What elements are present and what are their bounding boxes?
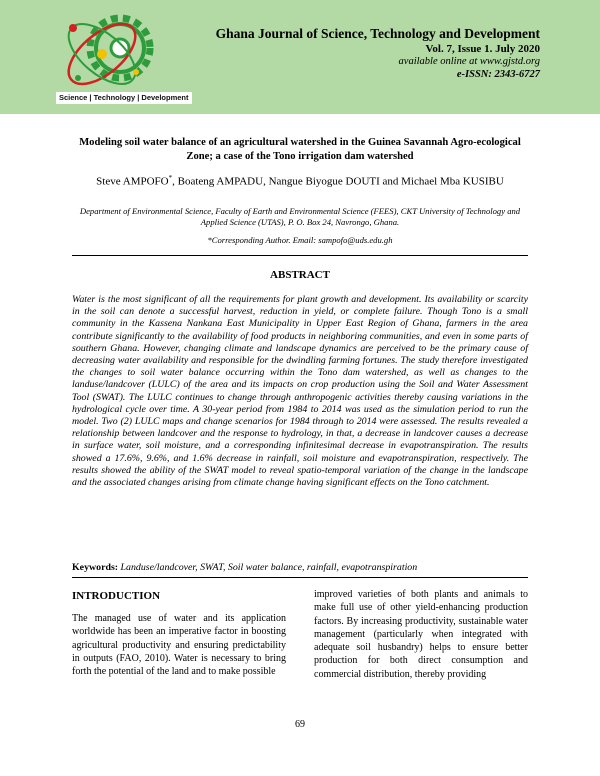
divider — [72, 577, 528, 578]
corresponding-mark: * — [168, 174, 173, 182]
affiliation: Department of Environmental Science, Faculty of Earth and Environmental Science (FEES), CKT University of Technology and Applied Science (UTAS), P. O. Box 24, Navrongo, Ghana. — [79, 206, 521, 227]
volume-issue: Vol. 7, Issue 1. July 2020 — [425, 43, 540, 55]
first-author: Steve AMPOFO — [96, 175, 169, 188]
logo-tagline: Science | Technology | Development — [56, 92, 192, 104]
divider — [72, 255, 528, 256]
author-list — [60, 171, 540, 189]
introduction-left-text: The managed use of water and its application worldwide has been an imperative factor in boosting agricultural productivity and ensuring predictability in outputs (FAO, 2010). Water is necessary to bring forth the potential of the land and to make possible — [72, 613, 286, 678]
journal-title: Ghana Journal of Science, Technology and Development — [215, 26, 540, 41]
article-title: Modeling soil water balance of an agricultural watershed in the Guinea Savannah Agro-ecological Zone; a case of the Tono irrigation dam watershed — [79, 137, 521, 162]
abstract-heading: ABSTRACT — [270, 269, 330, 281]
keywords-list: Landuse/landcover, SWAT, Soil water balance, rainfall, evapotranspiration — [118, 562, 418, 573]
introduction-right-text: improved varieties of both plants and animals to make full use of other yield-enhancing production factors. By increasing productivity, sustainable water management (particularly when integrated with adequate soil husbandry) helps to ensure better production for both direct consumption and commercial distribution, thereby providing — [314, 589, 528, 680]
keywords-label: Keywords: — [72, 562, 119, 573]
journal-header-band — [0, 0, 600, 114]
abstract-text: Water is the most significant of all the requirements for plant growth and development. Its availability or scarcity in the soil can denote a successful harvest, reduction in yield, or complete failure. Though Tono is a small community in the Kassena Nankana East Municipality in Upper East Region of Ghana, farmers in the area contribute significantly to the availability of food products in neighboring communities, and even in some parts of southern Ghana. However, changing climate and landscape dynamics are perceived to be the primary cause of decreasing water availability and responsible for the dwindling farming fortunes. The study therefore investigated the changes to soil water balance occurring within the Tono dam watershed, as well as changes to the landuse/landcover (LULC) of the area and its impacts on crop production using the Soil and Water Assessment Tool (SWAT). The LULC continues to change through anthropogenic activities thereby causing variations in the hydrological cycle over time. A 30-year period from 1984 to 2014 was used as the simulation period to run the model. Two (2) LULC maps and change scenarios for 1984 through to 2014 were assessed. The results revealed a relationship between landcover and the response to hydrology, in that, a decrease in landcover causes a decrease in surface water, soil moisture, and a corresponding infinitesimal decrease in evapotranspiration. The results showed a 17.6%, 9.6%, and 1.6% decrease in rainfall, soil moisture and evapotranspiration, respectively. The results showed the ability of the SWAT model to reveal spatio-temporal variation of the change in the landscape and the associated changes arising from climate change having significant effects on the Tono catchment. — [72, 294, 528, 489]
corresponding-author: *Corresponding Author. Email: sampofo@uds.edu.gh — [207, 235, 393, 245]
keywords-line — [72, 562, 528, 574]
journal-issn: e-ISSN: 2343-6727 — [456, 69, 540, 80]
left-column — [72, 590, 286, 678]
journal-logo-icon — [56, 8, 186, 104]
right-column — [314, 588, 528, 681]
page-number: 69 — [295, 719, 305, 730]
journal-website: available online at www.gjstd.org — [398, 56, 540, 67]
introduction-heading: INTRODUCTION — [72, 590, 161, 602]
other-authors: , Boateng AMPADU, Nangue Biyogue DOUTI and Michael Mba KUSIBU — [172, 175, 504, 188]
